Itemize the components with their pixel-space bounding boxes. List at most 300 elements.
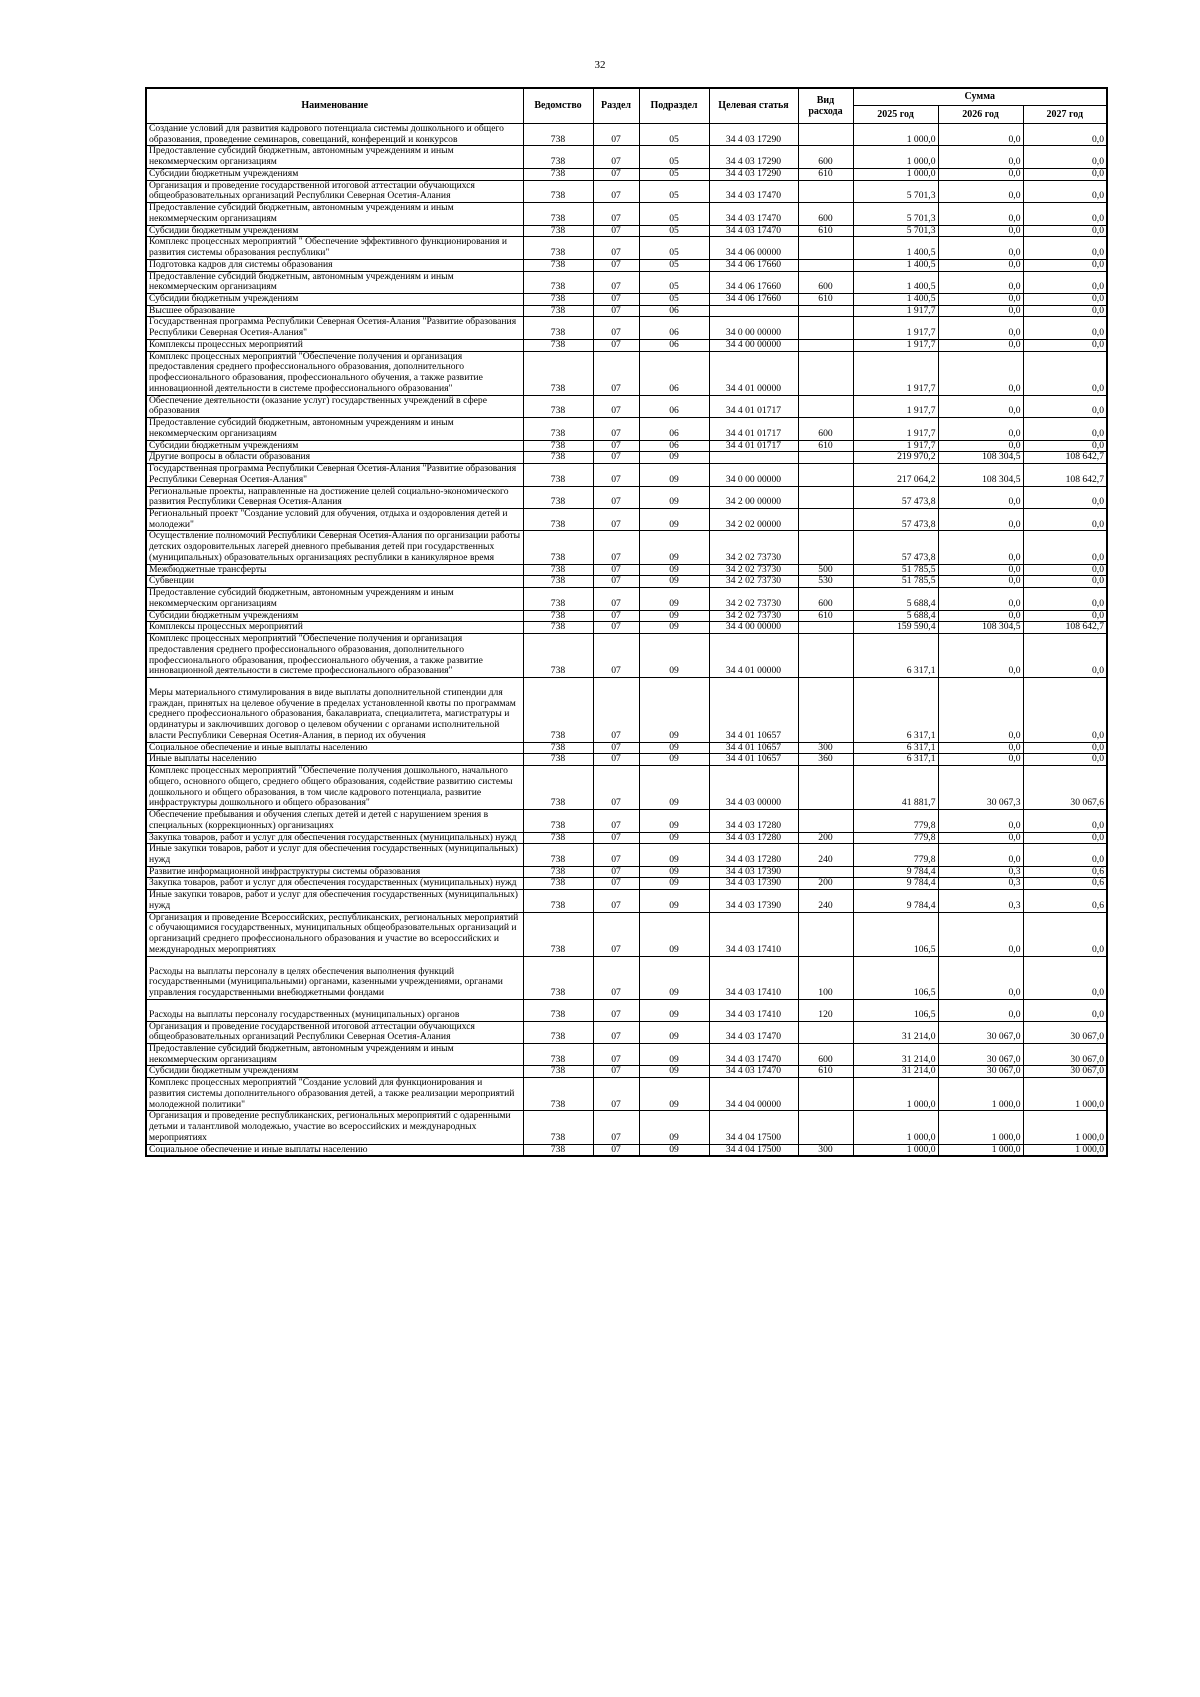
cell-kind (798, 1111, 853, 1144)
cell-2026: 0,0 (938, 588, 1023, 610)
cell-subsection: 09 (639, 1078, 709, 1111)
cell-dept: 738 (523, 576, 593, 588)
cell-name: Комплекс процессных мероприятий " Обеспечение эффективного функционирования и развития системы образования республики" (146, 237, 523, 259)
cell-name: Иные закупки товаров, работ и услуг для обеспечения государственных (муниципальных) нужд (146, 890, 523, 912)
cell-dept: 738 (523, 588, 593, 610)
cell-dept: 738 (523, 1111, 593, 1144)
cell-2026: 0,0 (938, 810, 1023, 832)
cell-2027: 0,0 (1023, 339, 1107, 351)
header-subsection: Подраздел (639, 88, 709, 124)
cell-name: Организация и проведение республиканских, региональных мероприятий с одаренными детьми и талантливой молодежью, участие во всероссийских и международных мероприятиях (146, 1111, 523, 1144)
cell-target: 34 4 03 00000 (709, 766, 798, 810)
cell-2027: 0,0 (1023, 810, 1107, 832)
cell-subsection: 09 (639, 999, 709, 1021)
cell-2027: 108 642,7 (1023, 464, 1107, 486)
cell-dept: 738 (523, 890, 593, 912)
cell-2027: 0,0 (1023, 742, 1107, 754)
cell-dept: 738 (523, 999, 593, 1021)
cell-2025: 106,5 (853, 999, 938, 1021)
cell-subsection: 06 (639, 395, 709, 417)
cell-kind (798, 339, 853, 351)
cell-2026: 0,3 (938, 890, 1023, 912)
cell-kind (798, 508, 853, 530)
cell-2025: 57 473,8 (853, 486, 938, 508)
cell-subsection: 06 (639, 351, 709, 395)
cell-kind (798, 1078, 853, 1111)
cell-2027: 0,0 (1023, 956, 1107, 999)
cell-2025: 57 473,8 (853, 508, 938, 530)
cell-2026: 0,0 (938, 305, 1023, 317)
cell-2026: 0,0 (938, 564, 1023, 576)
cell-kind: 300 (798, 742, 853, 754)
cell-subsection: 06 (639, 317, 709, 339)
cell-section: 07 (593, 766, 639, 810)
cell-2027: 0,0 (1023, 395, 1107, 417)
cell-subsection: 09 (639, 486, 709, 508)
cell-subsection: 05 (639, 180, 709, 202)
cell-target: 34 4 03 17470 (709, 1044, 798, 1066)
cell-2026: 0,0 (938, 742, 1023, 754)
cell-2027: 30 067,0 (1023, 1021, 1107, 1043)
cell-2026: 0,0 (938, 610, 1023, 622)
cell-section: 07 (593, 999, 639, 1021)
cell-section: 07 (593, 237, 639, 259)
cell-dept: 738 (523, 912, 593, 956)
cell-kind: 600 (798, 588, 853, 610)
cell-2025: 9 784,4 (853, 890, 938, 912)
cell-dept: 738 (523, 271, 593, 293)
cell-2026: 0,0 (938, 180, 1023, 202)
cell-name: Комплексы процессных мероприятий (146, 339, 523, 351)
cell-kind: 600 (798, 418, 853, 440)
cell-2026: 0,0 (938, 146, 1023, 168)
cell-target: 34 4 03 17470 (709, 203, 798, 225)
cell-2026: 1 000,0 (938, 1144, 1023, 1156)
cell-dept: 738 (523, 1066, 593, 1078)
table-row (146, 305, 1107, 317)
cell-2026: 0,0 (938, 418, 1023, 440)
cell-2027: 0,0 (1023, 634, 1107, 678)
cell-name: Организация и проведение Всероссийских, республиканских, региональных мероприятий с обучающимися государственных, муниципальных общеобразовательных организаций и организаций среднего профессионального образования и участие во всероссийских и международных мероприятиях (146, 912, 523, 956)
cell-target: 34 4 03 17290 (709, 146, 798, 168)
cell-2025: 1 917,7 (853, 351, 938, 395)
table-row (146, 225, 1107, 237)
cell-2027: 0,0 (1023, 440, 1107, 452)
cell-name: Социальное обеспечение и иные выплаты населению (146, 1144, 523, 1156)
cell-target (709, 452, 798, 464)
cell-target: 34 4 01 01717 (709, 395, 798, 417)
cell-dept: 738 (523, 634, 593, 678)
cell-section: 07 (593, 832, 639, 844)
cell-2026: 30 067,0 (938, 1044, 1023, 1066)
cell-name: Подготовка кадров для системы образования (146, 259, 523, 271)
cell-kind (798, 395, 853, 417)
cell-kind: 300 (798, 1144, 853, 1156)
header-sum: Сумма (853, 88, 1107, 106)
cell-2026: 0,0 (938, 339, 1023, 351)
cell-subsection: 09 (639, 610, 709, 622)
table-row (146, 452, 1107, 464)
cell-dept: 738 (523, 146, 593, 168)
cell-section: 07 (593, 508, 639, 530)
cell-name: Комплекс процессных мероприятий "Создание условий для функционирования и развития системы дополнительного образования детей, а также реализации мероприятий молодежной политики" (146, 1078, 523, 1111)
cell-2027: 1 000,0 (1023, 1078, 1107, 1111)
cell-kind (798, 866, 853, 878)
cell-kind: 200 (798, 878, 853, 890)
cell-kind (798, 531, 853, 564)
cell-2026: 0,0 (938, 508, 1023, 530)
cell-kind: 600 (798, 203, 853, 225)
cell-2026: 108 304,5 (938, 622, 1023, 634)
cell-2025: 106,5 (853, 956, 938, 999)
cell-2026: 0,0 (938, 124, 1023, 146)
cell-target: 34 4 03 17410 (709, 999, 798, 1021)
cell-subsection: 05 (639, 225, 709, 237)
cell-2025: 1 400,5 (853, 259, 938, 271)
table-row (146, 576, 1107, 588)
cell-dept: 738 (523, 766, 593, 810)
cell-2026: 0,0 (938, 956, 1023, 999)
cell-name: Региональный проект "Создание условий для обучения, отдыха и оздоровления детей и молодежи" (146, 508, 523, 530)
cell-kind (798, 124, 853, 146)
cell-name: Расходы на выплаты персоналу государственных (муниципальных) органов (146, 999, 523, 1021)
cell-2025: 159 590,4 (853, 622, 938, 634)
cell-section: 07 (593, 294, 639, 306)
cell-kind (798, 634, 853, 678)
table-row (146, 339, 1107, 351)
cell-section: 07 (593, 486, 639, 508)
cell-section: 07 (593, 203, 639, 225)
cell-kind: 500 (798, 564, 853, 576)
cell-subsection: 09 (639, 464, 709, 486)
cell-2026: 0,3 (938, 878, 1023, 890)
cell-target: 34 4 06 17660 (709, 294, 798, 306)
cell-2025: 5 701,3 (853, 225, 938, 237)
cell-subsection: 09 (639, 564, 709, 576)
cell-section: 07 (593, 564, 639, 576)
cell-2027: 0,0 (1023, 912, 1107, 956)
cell-2027: 0,6 (1023, 866, 1107, 878)
cell-target: 34 4 03 17470 (709, 180, 798, 202)
cell-2025: 1 000,0 (853, 1144, 938, 1156)
cell-2026: 0,0 (938, 259, 1023, 271)
cell-subsection: 09 (639, 1066, 709, 1078)
cell-name: Предоставление субсидий бюджетным, автономным учреждениям и иным некоммерческим организациям (146, 146, 523, 168)
cell-dept: 738 (523, 1044, 593, 1066)
cell-target: 34 4 01 01717 (709, 418, 798, 440)
cell-name: Организация и проведение государственной итоговой аттестации обучающихся общеобразовательных организаций Республики Северная Осетия-Алания (146, 180, 523, 202)
cell-name: Меры материального стимулирования в виде выплаты дополнительной стипендии для граждан, принятых на целевое обучение в пределах установленной квоты по программам среднего профессионального образования, бакалавриата, специалитета, магистратуры и ординатуры и заключивших договор о целевом обучении с органами исполнительной власти Республики Северная Осетия-Алания, в период их обучения (146, 677, 523, 742)
cell-2027: 30 067,0 (1023, 1044, 1107, 1066)
cell-dept: 738 (523, 317, 593, 339)
cell-2026: 0,0 (938, 351, 1023, 395)
cell-dept: 738 (523, 294, 593, 306)
cell-2027: 30 067,0 (1023, 1066, 1107, 1078)
cell-kind: 600 (798, 271, 853, 293)
cell-target: 34 2 02 73730 (709, 610, 798, 622)
cell-name: Организация и проведение государственной итоговой аттестации обучающихся общеобразовательных организаций Республики Северная Осетия-Алания (146, 1021, 523, 1043)
cell-2027: 0,0 (1023, 610, 1107, 622)
cell-2025: 9 784,4 (853, 878, 938, 890)
cell-dept: 738 (523, 225, 593, 237)
cell-name: Закупка товаров, работ и услуг для обеспечения государственных (муниципальных) нужд (146, 832, 523, 844)
cell-section: 07 (593, 634, 639, 678)
cell-2026: 0,0 (938, 317, 1023, 339)
cell-2026: 0,0 (938, 754, 1023, 766)
cell-target: 34 2 02 00000 (709, 508, 798, 530)
cell-dept: 738 (523, 1144, 593, 1156)
cell-dept: 738 (523, 810, 593, 832)
cell-2026: 0,0 (938, 531, 1023, 564)
cell-2025: 1 000,0 (853, 124, 938, 146)
cell-section: 07 (593, 464, 639, 486)
table-row (146, 1078, 1107, 1111)
table-row (146, 168, 1107, 180)
cell-2027: 0,0 (1023, 294, 1107, 306)
cell-2027: 1 000,0 (1023, 1144, 1107, 1156)
header-section: Раздел (593, 88, 639, 124)
cell-section: 07 (593, 259, 639, 271)
cell-2025: 1 917,7 (853, 317, 938, 339)
cell-kind (798, 317, 853, 339)
cell-section: 07 (593, 317, 639, 339)
cell-target: 34 4 01 00000 (709, 351, 798, 395)
cell-2027: 0,0 (1023, 486, 1107, 508)
table-row (146, 956, 1107, 999)
table-row (146, 588, 1107, 610)
cell-target: 34 2 00 00000 (709, 486, 798, 508)
cell-2026: 0,0 (938, 677, 1023, 742)
cell-kind (798, 486, 853, 508)
cell-target: 34 4 01 10657 (709, 754, 798, 766)
cell-2025: 6 317,1 (853, 742, 938, 754)
cell-2025: 1 917,7 (853, 305, 938, 317)
cell-target: 34 4 04 17500 (709, 1111, 798, 1144)
cell-2027: 0,0 (1023, 531, 1107, 564)
cell-2025: 5 701,3 (853, 203, 938, 225)
cell-kind (798, 452, 853, 464)
cell-section: 07 (593, 168, 639, 180)
cell-target: 34 4 01 10657 (709, 677, 798, 742)
cell-section: 07 (593, 440, 639, 452)
cell-2026: 0,0 (938, 634, 1023, 678)
cell-target: 34 4 03 17410 (709, 956, 798, 999)
cell-2026: 0,0 (938, 999, 1023, 1021)
cell-2025: 9 784,4 (853, 866, 938, 878)
cell-2027: 0,0 (1023, 305, 1107, 317)
cell-section: 07 (593, 418, 639, 440)
cell-name: Расходы на выплаты персоналу в целях обеспечения выполнения функций государственными (муниципальными) органами, казенными учреждениями, органами управления государственными внебюджетными фондами (146, 956, 523, 999)
cell-target: 34 4 03 17470 (709, 1021, 798, 1043)
cell-target (709, 305, 798, 317)
cell-2026: 0,0 (938, 225, 1023, 237)
cell-section: 07 (593, 576, 639, 588)
cell-2026: 0,0 (938, 844, 1023, 866)
cell-dept: 738 (523, 610, 593, 622)
cell-name: Государственная программа Республики Северная Осетия-Алания "Развитие образования Республики Северная Осетия-Алания" (146, 464, 523, 486)
cell-subsection: 05 (639, 237, 709, 259)
cell-target: 34 4 00 00000 (709, 622, 798, 634)
cell-2025: 31 214,0 (853, 1066, 938, 1078)
cell-target: 34 4 03 17470 (709, 225, 798, 237)
cell-subsection: 09 (639, 1021, 709, 1043)
cell-kind: 610 (798, 225, 853, 237)
table-row (146, 912, 1107, 956)
cell-2027: 0,0 (1023, 576, 1107, 588)
cell-kind: 600 (798, 1044, 853, 1066)
cell-kind: 610 (798, 294, 853, 306)
cell-2026: 0,0 (938, 203, 1023, 225)
cell-subsection: 06 (639, 305, 709, 317)
table-body (146, 124, 1107, 1157)
cell-subsection: 09 (639, 634, 709, 678)
cell-dept: 738 (523, 305, 593, 317)
cell-2026: 1 000,0 (938, 1078, 1023, 1111)
cell-kind: 530 (798, 576, 853, 588)
cell-subsection: 05 (639, 203, 709, 225)
cell-section: 07 (593, 124, 639, 146)
cell-2027: 0,0 (1023, 146, 1107, 168)
cell-2025: 1 400,5 (853, 271, 938, 293)
cell-dept: 738 (523, 832, 593, 844)
cell-2026: 0,0 (938, 237, 1023, 259)
cell-2025: 1 917,7 (853, 418, 938, 440)
cell-2025: 1 000,0 (853, 146, 938, 168)
table-row (146, 634, 1107, 678)
table-row (146, 351, 1107, 395)
cell-2027: 0,0 (1023, 754, 1107, 766)
cell-2027: 0,0 (1023, 180, 1107, 202)
cell-section: 07 (593, 610, 639, 622)
table-row (146, 810, 1107, 832)
cell-name: Региональные проекты, направленные на достижение целей социально-экономического развития Республики Северная Осетия-Алания (146, 486, 523, 508)
cell-kind: 120 (798, 999, 853, 1021)
cell-subsection: 09 (639, 878, 709, 890)
cell-2027: 0,0 (1023, 832, 1107, 844)
cell-2025: 1 917,7 (853, 395, 938, 417)
cell-section: 07 (593, 271, 639, 293)
cell-name: Высшее образование (146, 305, 523, 317)
cell-kind: 360 (798, 754, 853, 766)
cell-2026: 0,0 (938, 168, 1023, 180)
cell-subsection: 09 (639, 754, 709, 766)
cell-subsection: 09 (639, 452, 709, 464)
cell-2025: 5 688,4 (853, 588, 938, 610)
cell-target: 34 4 03 17410 (709, 912, 798, 956)
cell-section: 07 (593, 754, 639, 766)
cell-2026: 30 067,0 (938, 1021, 1023, 1043)
cell-section: 07 (593, 1078, 639, 1111)
cell-dept: 738 (523, 339, 593, 351)
cell-subsection: 06 (639, 440, 709, 452)
table-row (146, 1066, 1107, 1078)
cell-target: 34 4 03 17280 (709, 832, 798, 844)
cell-2025: 51 785,5 (853, 564, 938, 576)
cell-name: Субсидии бюджетным учреждениям (146, 225, 523, 237)
cell-kind: 610 (798, 610, 853, 622)
header-target: Целевая статья (709, 88, 798, 124)
cell-section: 07 (593, 146, 639, 168)
table-row (146, 766, 1107, 810)
table-row (146, 464, 1107, 486)
cell-target: 34 4 06 17660 (709, 271, 798, 293)
cell-kind: 100 (798, 956, 853, 999)
cell-kind (798, 305, 853, 317)
cell-2026: 0,0 (938, 576, 1023, 588)
cell-2025: 1 400,5 (853, 294, 938, 306)
cell-target: 34 4 03 17390 (709, 890, 798, 912)
cell-2025: 6 317,1 (853, 754, 938, 766)
cell-2026: 0,0 (938, 395, 1023, 417)
cell-dept: 738 (523, 180, 593, 202)
cell-2026: 0,0 (938, 294, 1023, 306)
cell-dept: 738 (523, 351, 593, 395)
cell-2026: 0,3 (938, 866, 1023, 878)
table-row (146, 180, 1107, 202)
cell-dept: 738 (523, 259, 593, 271)
cell-2025: 1 000,0 (853, 168, 938, 180)
cell-2026: 0,0 (938, 440, 1023, 452)
table-row (146, 999, 1107, 1021)
table-row (146, 508, 1107, 530)
cell-kind: 610 (798, 168, 853, 180)
header-2025: 2025 год (853, 106, 938, 124)
cell-subsection: 06 (639, 418, 709, 440)
cell-target: 34 4 06 00000 (709, 237, 798, 259)
page-number: 32 (594, 59, 606, 71)
cell-section: 07 (593, 1111, 639, 1144)
cell-dept: 738 (523, 486, 593, 508)
cell-subsection: 05 (639, 124, 709, 146)
cell-target: 34 4 03 17390 (709, 866, 798, 878)
cell-2027: 0,0 (1023, 203, 1107, 225)
cell-2027: 0,0 (1023, 259, 1107, 271)
cell-target: 34 4 06 17660 (709, 259, 798, 271)
cell-subsection: 09 (639, 766, 709, 810)
table-row (146, 294, 1107, 306)
cell-target: 34 4 03 17290 (709, 124, 798, 146)
cell-2027: 0,0 (1023, 844, 1107, 866)
header-name: Наименование (146, 88, 523, 124)
table-row (146, 146, 1107, 168)
cell-target: 34 2 02 73730 (709, 588, 798, 610)
cell-2025: 57 473,8 (853, 531, 938, 564)
cell-2025: 1 917,7 (853, 440, 938, 452)
cell-name: Иные выплаты населению (146, 754, 523, 766)
cell-kind (798, 237, 853, 259)
table-row (146, 317, 1107, 339)
cell-2026: 108 304,5 (938, 464, 1023, 486)
cell-2025: 219 970,2 (853, 452, 938, 464)
cell-section: 07 (593, 1066, 639, 1078)
cell-name: Комплекс процессных мероприятий "Обеспечение получения и организация предоставления среднего профессионального образования, дополнительного профессионального образования, профессионального обучения, а также развитие инновационной деятельности в системе профессионального образования" (146, 351, 523, 395)
cell-dept: 738 (523, 622, 593, 634)
table-row (146, 866, 1107, 878)
cell-name: Обеспечение пребывания и обучения слепых детей и детей с нарушением зрения в специальных (коррекционных) организациях (146, 810, 523, 832)
cell-subsection: 05 (639, 146, 709, 168)
cell-2027: 0,0 (1023, 677, 1107, 742)
cell-subsection: 09 (639, 844, 709, 866)
table-row (146, 486, 1107, 508)
cell-section: 07 (593, 810, 639, 832)
cell-kind (798, 766, 853, 810)
cell-dept: 738 (523, 440, 593, 452)
cell-target: 34 4 01 10657 (709, 742, 798, 754)
table-row (146, 237, 1107, 259)
cell-name: Государственная программа Республики Северная Осетия-Алания "Развитие образования Республики Северная Осетия-Алания" (146, 317, 523, 339)
cell-subsection: 09 (639, 742, 709, 754)
cell-kind: 200 (798, 832, 853, 844)
